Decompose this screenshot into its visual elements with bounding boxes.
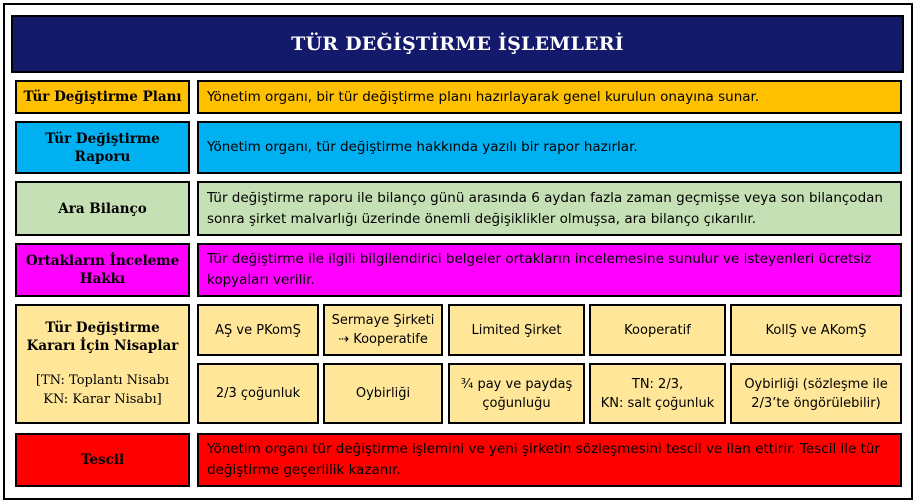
inceleme-text-line1: Tür değiştirme ile ilgili bilgilendirici belgeler ortakların incelemesine sunulur ve isteyenleri ücretsiz: [207, 251, 872, 267]
page-title: TÜR DEĞİŞTİRME İŞLEMLERİ: [291, 33, 624, 55]
rapor-label-line2: Raporu: [74, 148, 131, 165]
tescil-content-box: [197, 433, 902, 487]
nisap-note-line1: [TN: Toplantı Nisabı: [35, 373, 170, 388]
nisap-label-box: [15, 304, 190, 424]
bilanco-label: Ara Bilanço: [58, 200, 147, 217]
inceleme-label-line1: Ortakların İnceleme: [25, 253, 180, 269]
tescil-text-line2: değiştirme geçerlilik kazanır.: [207, 462, 401, 478]
value-kooperatif-line2: KN: salt çoğunluk: [600, 395, 715, 411]
inceleme-label-line2: Hakkı: [79, 271, 126, 287]
bilanco-label-box: [15, 181, 190, 236]
rapor-label-line1: Tür Değiştirme: [45, 130, 160, 147]
title-bar: [11, 15, 904, 73]
bilanco-text-line2: sonra şirket malvarlığı üzerinde önemli değişiklikler olmuşsa, ara bilanço çıkarılır.: [207, 210, 757, 227]
nisap-value-kooperatif: [589, 363, 726, 424]
inceleme-content-box: [197, 243, 902, 297]
nisap-label-line2: Kararı İçin Nisaplar: [26, 338, 179, 354]
plan-text: Yönetim organı, bir tür değiştirme planı hazırlayarak genel kurulun onayına sunar.: [207, 88, 760, 105]
value-koll-line2: 2/3’te öngörülebilir): [751, 395, 881, 411]
plan-label: Tür Değiştirme Planı: [23, 89, 182, 105]
value-kooperatif-line1: TN: 2/3,: [631, 376, 684, 392]
nisap-header-as: [197, 304, 319, 356]
tescil-label: Tescil: [80, 452, 125, 468]
header-sermaye-line2: ⇢ Kooperatife: [338, 332, 428, 347]
nisap-header-sermaye: [323, 304, 443, 356]
rapor-text: Yönetim organı, tür değiştirme hakkında yazılı bir rapor hazırlar.: [207, 139, 638, 155]
value-koll-line1: Oybirliği (sözleşme ile: [744, 376, 888, 392]
bilanco-content-box: [197, 181, 902, 236]
rapor-label-box: [15, 121, 190, 174]
value-limited-line2: çoğunluğu: [482, 395, 551, 411]
nisap-value-koll: [730, 363, 902, 424]
header-kooperatif-line1: Kooperatif: [624, 322, 691, 338]
nisap-label-line1: Tür Değiştirme: [45, 320, 160, 336]
header-limited-line1: Limited Şirket: [471, 322, 562, 338]
nisap-value-as: [197, 363, 319, 424]
nisap-header-koll: [730, 304, 902, 356]
value-as-line1: 2/3 çoğunluk: [215, 386, 301, 401]
value-limited-line1: ¾ pay ve paydaş: [460, 376, 573, 392]
tescil-text-line1: Yönetim organı tür değiştirme işlemini ve yeni şirketin sözleşmesini tescil ve ilan ettirir. Tescil ile tür: [207, 441, 880, 457]
nisap-value-sermaye: [323, 363, 443, 424]
nisap-header-limited: [448, 304, 585, 356]
rapor-content-box: [197, 121, 902, 174]
tescil-label-box: [15, 433, 190, 487]
header-koll-line1: KollŞ ve AKomŞ: [765, 322, 867, 338]
nisap-header-kooperatif: [589, 304, 726, 356]
bilanco-text-line1: Tür değiştirme raporu ile bilanço günü arasında 6 aydan fazla zaman geçmişse veya son bilançodan: [207, 189, 883, 206]
nisap-value-limited: [448, 363, 585, 424]
header-sermaye-line1: Sermaye Şirketi: [331, 313, 435, 328]
header-as-line1: AŞ ve PKomŞ: [215, 322, 301, 338]
plan-content-box: [197, 80, 902, 114]
inceleme-text-line2: kopyaları verilir.: [207, 272, 315, 288]
inceleme-label-box: [15, 243, 190, 297]
plan-label-box: [15, 80, 190, 114]
value-sermaye-line1: Oybirliği: [355, 386, 411, 401]
nisap-note-line2: KN: Karar Nisabı]: [43, 392, 162, 407]
